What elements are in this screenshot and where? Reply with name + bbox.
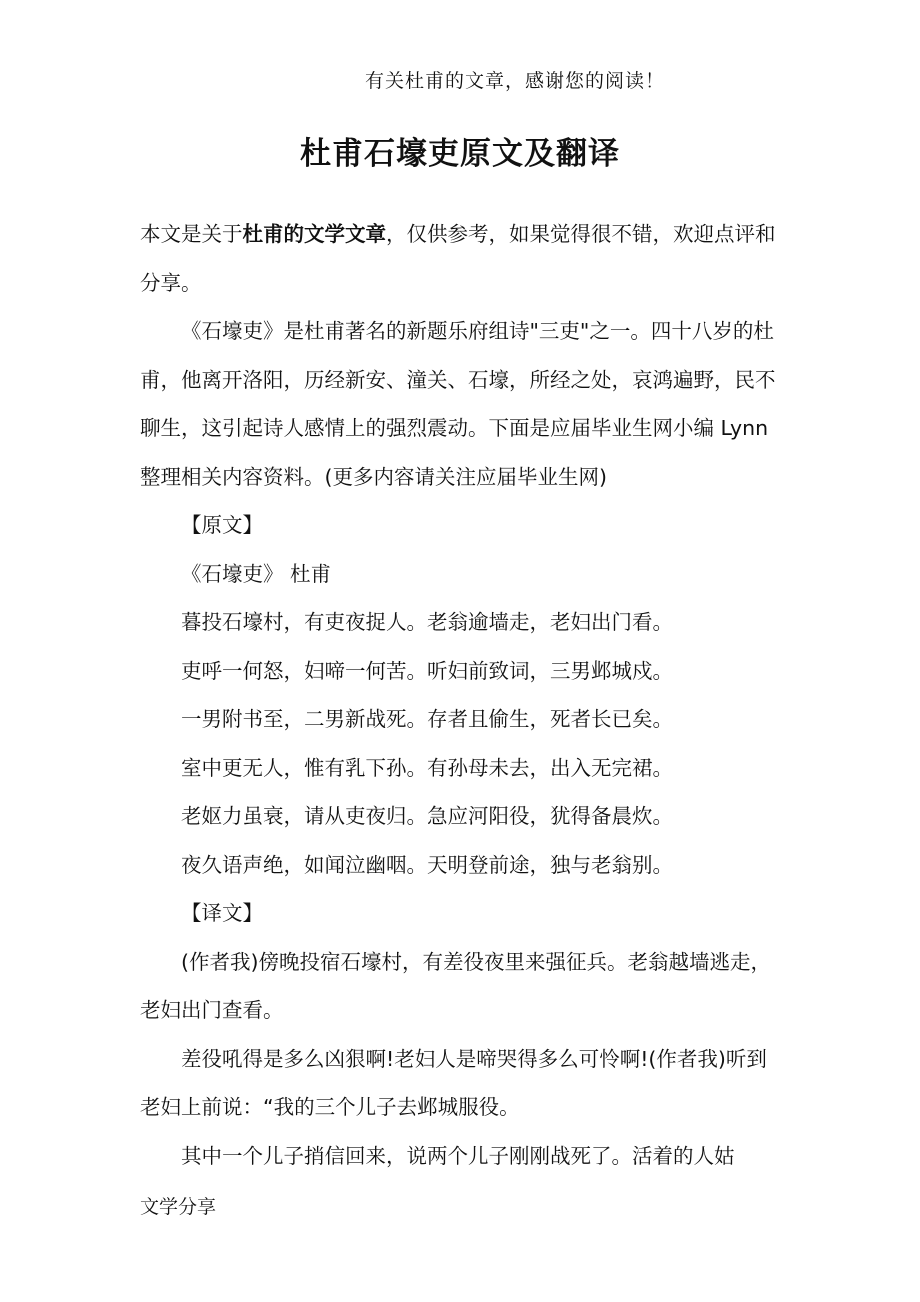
translation-paragraph: 其中一个儿子捎信回来，说两个儿子刚刚战死了。活着的人姑: [181, 1143, 735, 1168]
background-paragraph: 《石壕吏》是杜甫著名的新题乐府组诗"三吏"之一。四十八岁的杜甫，他离开洛阳，历经新安、潼关、石壕，所经之处，哀鸿遍野，民不聊生，这引起诗人感情上的强烈震动。下面是应届毕业生网小编 Lynn 整理相关内容资料。(更多内容请关注应届毕业生网): [140, 319, 776, 489]
article-body: [140, 210, 780, 1180]
translation-paragraph: 差役吼得是多么凶狠啊!老妇人是啼哭得多么可怜啊!(作者我)听到老妇上前说：“我的三个儿子去邺城服役。: [140, 1046, 767, 1119]
poem-line: 一男附书至，二男新战死。存者且偷生，死者长已矣。: [181, 707, 673, 731]
poem-line: 老妪力虽衰，请从吏夜归。急应河阳役，犹得备晨炊。: [181, 804, 673, 828]
poem-title: 《石壕吏》 杜甫: [181, 561, 332, 586]
poem-line: 暮投石壕村，有吏夜捉人。老翁逾墙走，老妇出门看。: [181, 610, 673, 634]
translation-heading: 【译文】: [181, 901, 263, 925]
poem-line: 夜久语声绝，如闻泣幽咽。天明登前途，独与老翁别。: [181, 852, 673, 877]
page-footer: 文学分享: [140, 1196, 217, 1218]
intro-prefix: 本文是关于: [140, 222, 243, 246]
translation-paragraph: (作者我)傍晚投宿石壕村，有差役夜里来强征兵。老翁越墙逃走，老妇出门查看。: [140, 949, 771, 1022]
intro-suffix: ，仅供参考，如果觉得很不错，欢迎点评和分享。: [140, 222, 776, 295]
intro-bold-text: 杜甫的文学文章: [242, 222, 386, 246]
intro-paragraph: [140, 210, 780, 307]
poem-line: 室中更无人，惟有乳下孙。有孙母未去，出入无完裙。: [181, 755, 673, 780]
original-heading: 【原文】: [181, 513, 263, 537]
poem-line: 吏呼一何怒，妇啼一何苦。听妇前致词，三男邺城戍。: [181, 658, 673, 683]
article-title: 杜甫石壕吏原文及翻译: [300, 136, 620, 172]
page-header: 有关杜甫的文章，感谢您的阅读！: [364, 70, 665, 92]
